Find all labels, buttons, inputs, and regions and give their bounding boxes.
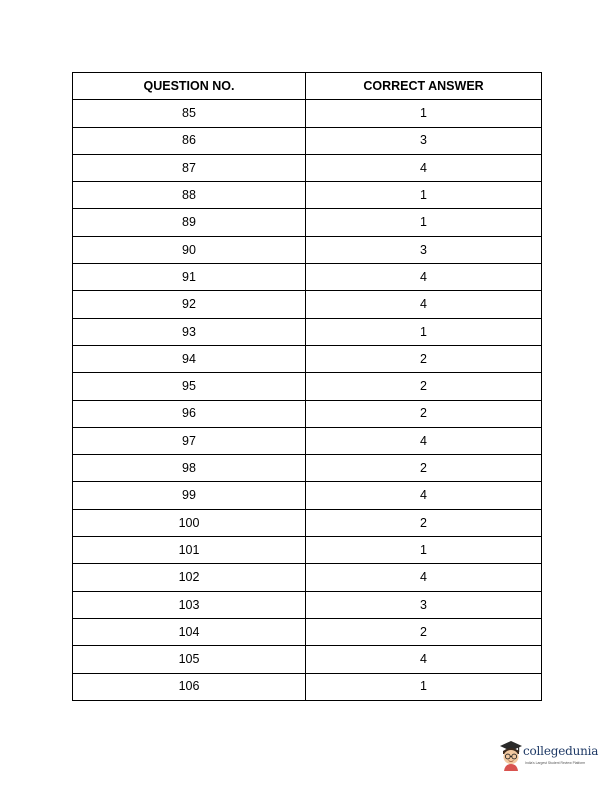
collegedunia-logo	[494, 736, 612, 776]
table-row	[73, 482, 542, 509]
answer-cell: 1	[306, 100, 542, 127]
answer-cell: 3	[306, 127, 542, 154]
answer-cell: 4	[306, 264, 542, 291]
question-number-cell: 104	[73, 618, 306, 645]
question-number-cell: 85	[73, 100, 306, 127]
answer-cell: 4	[306, 427, 542, 454]
question-number-cell: 90	[73, 236, 306, 263]
table-row	[73, 127, 542, 154]
table-row	[73, 400, 542, 427]
table-header-row	[73, 73, 542, 100]
question-number-cell: 99	[73, 482, 306, 509]
question-number-cell: 106	[73, 673, 306, 700]
question-number-cell: 86	[73, 127, 306, 154]
answer-cell: 2	[306, 509, 542, 536]
table-row	[73, 345, 542, 372]
question-number-cell: 93	[73, 318, 306, 345]
question-no-header: QUESTION NO.	[73, 73, 306, 100]
table-row	[73, 509, 542, 536]
question-number-cell: 87	[73, 154, 306, 181]
question-number-cell: 98	[73, 455, 306, 482]
answer-cell: 2	[306, 373, 542, 400]
answer-cell: 1	[306, 673, 542, 700]
question-number-cell: 96	[73, 400, 306, 427]
logo-tagline: India's Largest Student Review Platform	[525, 761, 586, 765]
answer-cell: 1	[306, 537, 542, 564]
answer-cell: 1	[306, 209, 542, 236]
answer-cell: 1	[306, 318, 542, 345]
answer-cell: 2	[306, 455, 542, 482]
answer-cell: 4	[306, 154, 542, 181]
answer-cell: 3	[306, 591, 542, 618]
table-row	[73, 673, 542, 700]
table-row	[73, 618, 542, 645]
answer-cell: 1	[306, 182, 542, 209]
correct-answer-header: CORRECT ANSWER	[306, 73, 542, 100]
answer-cell: 2	[306, 400, 542, 427]
question-number-cell: 94	[73, 345, 306, 372]
question-number-cell: 92	[73, 291, 306, 318]
table-row	[73, 100, 542, 127]
answer-cell: 2	[306, 618, 542, 645]
question-number-cell: 102	[73, 564, 306, 591]
table-row	[73, 455, 542, 482]
question-number-cell: 91	[73, 264, 306, 291]
question-number-cell: 89	[73, 209, 306, 236]
question-number-cell: 103	[73, 591, 306, 618]
answer-cell: 4	[306, 646, 542, 673]
question-number-cell: 100	[73, 509, 306, 536]
table-row	[73, 591, 542, 618]
table-row	[73, 646, 542, 673]
table-row	[73, 318, 542, 345]
answer-cell: 2	[306, 345, 542, 372]
question-number-cell: 105	[73, 646, 306, 673]
answer-key-table	[72, 72, 542, 701]
table-row	[73, 236, 542, 263]
table-row	[73, 264, 542, 291]
question-number-cell: 95	[73, 373, 306, 400]
student-mascot-icon	[498, 740, 524, 772]
table-row	[73, 154, 542, 181]
question-number-cell: 101	[73, 537, 306, 564]
answer-cell: 3	[306, 236, 542, 263]
answer-cell: 4	[306, 482, 542, 509]
question-number-cell: 88	[73, 182, 306, 209]
table-row	[73, 537, 542, 564]
answer-cell: 4	[306, 291, 542, 318]
table-row	[73, 373, 542, 400]
table-row	[73, 291, 542, 318]
table-row	[73, 564, 542, 591]
logo-wordmark: collegedunia	[523, 744, 599, 758]
question-number-cell: 97	[73, 427, 306, 454]
table-row	[73, 427, 542, 454]
table-row	[73, 209, 542, 236]
table-row	[73, 182, 542, 209]
answer-cell: 4	[306, 564, 542, 591]
